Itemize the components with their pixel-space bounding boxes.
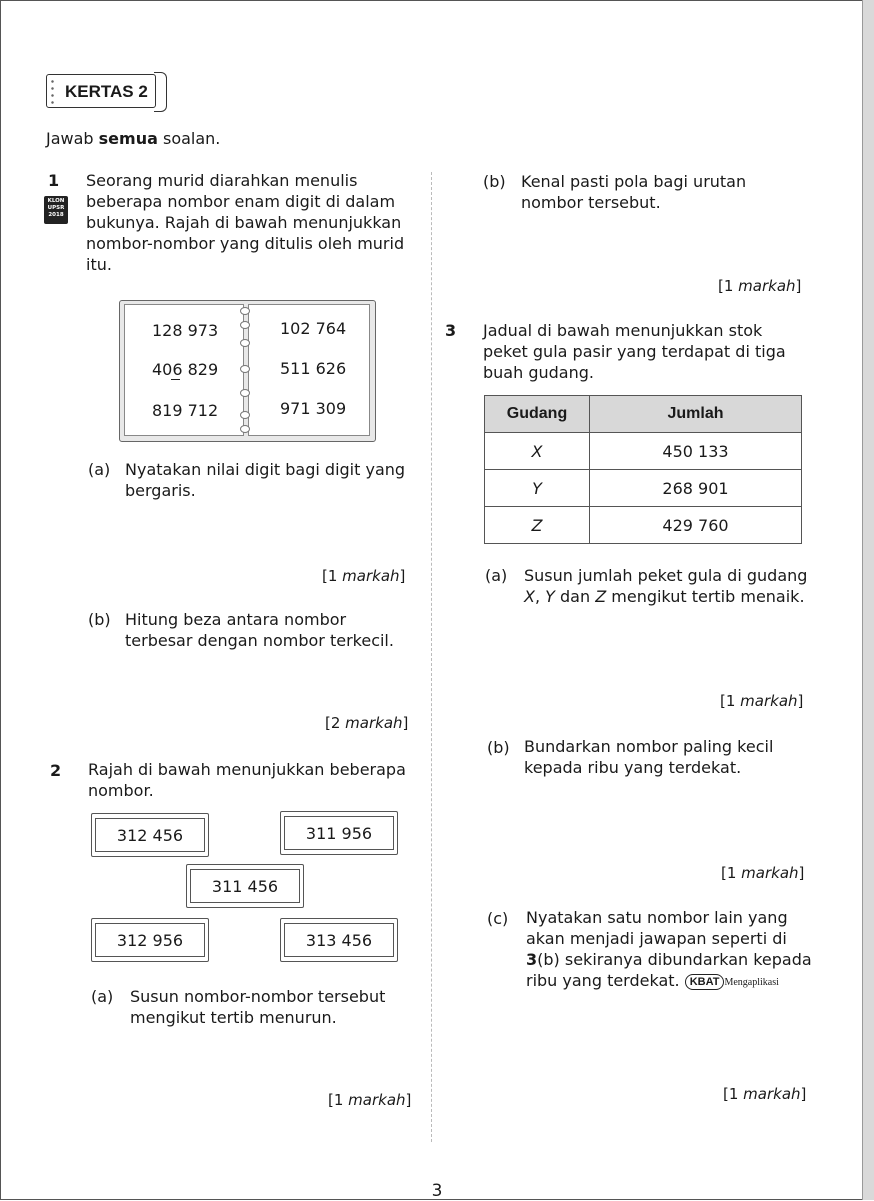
table-cell: 429 760	[590, 507, 802, 544]
q3b-marks: [1 markah]	[721, 864, 805, 882]
q1a-label: (a)	[88, 460, 111, 479]
table-cell: 268 901	[590, 470, 802, 507]
page-edge	[862, 0, 874, 1200]
q1b-marks: [2 markah]	[325, 714, 409, 732]
q1b-label: (b)	[88, 610, 111, 629]
q3c-text: Nyatakan satu nombor lain yang akan menjadi jawapan seperti di 3(b) sekiranya dibundarkan kepada ribu yang terdekat. KBAT Mengaplikasi	[526, 907, 812, 993]
q1-stem: Seorang murid diarahkan menulis beberapa nombor enam digit di dalam bukunya. Rajah di bawah menunjukkan nombor-nombor yang ditulis oleh murid itu.	[86, 171, 405, 274]
number-box: 311 456	[186, 864, 304, 908]
number-entry: 511 626	[280, 359, 347, 378]
page-number: 3	[431, 1181, 443, 1201]
number-entry-underlined: 406 829	[152, 360, 219, 379]
number-box: 313 456	[280, 918, 398, 962]
number-entry: 971 309	[280, 399, 347, 418]
column-header-gudang: Gudang	[485, 396, 590, 433]
kbat-tag: KBAT Mengaplikasi	[685, 970, 779, 993]
q2a-label: (a)	[91, 987, 114, 1006]
q1a-marks: [1 markah]	[322, 567, 406, 585]
q3b-text: Bundarkan nombor paling kecil kepada ribu yang terdekat.	[524, 737, 774, 777]
number-box: 312 456	[91, 813, 209, 857]
digit-underline	[171, 379, 180, 380]
q2-number: 2	[50, 761, 62, 780]
column-header-jumlah: Jumlah	[590, 396, 802, 433]
notebook-figure	[119, 300, 376, 442]
stock-table	[484, 395, 802, 544]
instruction: Jawab semua soalan.	[46, 129, 221, 148]
ring	[240, 425, 250, 433]
table-row	[485, 470, 802, 507]
q3a-text: Susun jumlah peket gula di gudang X, Y dan Z mengikut tertib menaik.	[524, 566, 808, 606]
number-box: 312 956	[91, 918, 209, 962]
q2-stem: Rajah di bawah menunjukkan beberapa nombor.	[88, 760, 406, 800]
number-entry: 128 973	[152, 321, 219, 340]
number-box: 311 956	[280, 811, 398, 855]
q3-stem: Jadual di bawah menunjukkan stok peket gula pasir yang terdapat di tiga buah gudang.	[483, 321, 786, 382]
ring	[240, 365, 250, 373]
table-row	[485, 507, 802, 544]
table-header-row	[485, 396, 802, 433]
paper-title: KERTAS 2	[65, 82, 148, 101]
ring	[240, 411, 250, 419]
binder-holes	[51, 78, 54, 104]
q3-number: 3	[445, 321, 457, 340]
q3a-label: (a)	[485, 566, 508, 585]
q3a-marks: [1 markah]	[720, 692, 804, 710]
q1-number: 1	[48, 171, 60, 190]
q3c-marks: [1 markah]	[723, 1085, 807, 1103]
q2b-text: Kenal pasti pola bagi urutan nombor tersebut.	[521, 172, 747, 212]
ring	[240, 389, 250, 397]
q2a-text: Susun nombor-nombor tersebut mengikut tertib menurun.	[130, 987, 386, 1027]
number-entry: 819 712	[152, 401, 219, 420]
q2a-marks: [1 markah]	[328, 1091, 412, 1109]
table-cell: 450 133	[590, 433, 802, 470]
table-cell: Z	[485, 507, 590, 544]
number-entry: 102 764	[280, 319, 347, 338]
table-cell: Y	[485, 470, 590, 507]
table-row	[485, 433, 802, 470]
q2b-label: (b)	[483, 172, 506, 191]
column-divider	[431, 172, 433, 1142]
table-cell: X	[485, 433, 590, 470]
paper-heading	[46, 74, 156, 108]
q3c-label: (c)	[487, 909, 509, 928]
q3b-label: (b)	[487, 738, 510, 757]
ring	[240, 321, 250, 329]
q1b-text: Hitung beza antara nombor terbesar dengan nombor terkecil.	[125, 610, 394, 650]
ring	[240, 339, 250, 347]
klon-upsr-badge: KLON UPSR 2018	[44, 196, 68, 224]
q1a-text: Nyatakan nilai digit bagi digit yang bergaris.	[125, 460, 406, 500]
q2b-marks: [1 markah]	[718, 277, 802, 295]
ring	[240, 307, 250, 315]
